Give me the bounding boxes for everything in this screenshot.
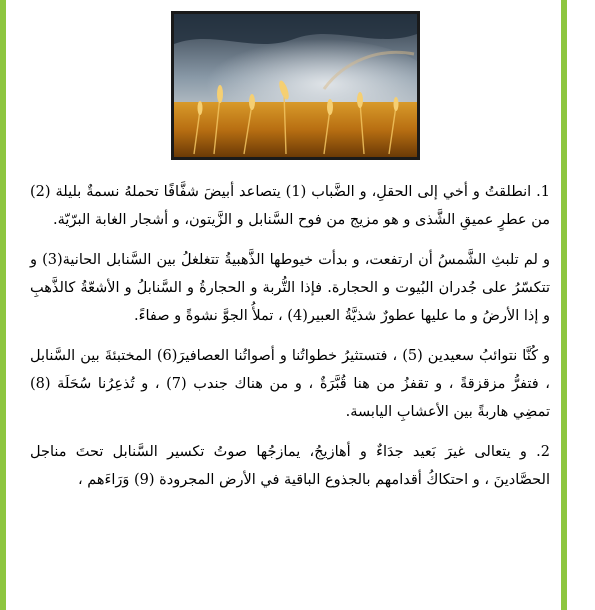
right-page-border xyxy=(561,0,567,610)
paragraph-4: 2. و يتعالى غيرَ بَعيد جدَاءٌ و أهازيجُ، يمازجُها صوتُ تكسير السَّنابل تحتَ مناجل الحصَّادينَ ، و احتكاكُ أقدامهم بالجذوع الباقية في الأرض المجرودة (9) وَرَاءَهم ، xyxy=(30,444,550,488)
paragraph-3: و كُنَّا نتوائبُ سعيدين (5) ، فتستثيرُ خطواتُنا و أصواتُنا العصافيرَ(6) المختبئةَ بين السَّنابل ، فتفرُّ مزقزقةً ، و تقفزُ من هنا قُبَّرَةٌ ، و من هناك جندب (7) ، و تُذعِرُنا سُحَلَة (8) تمضِي هاربةً بين الأعشابِ اليابسة. xyxy=(30,348,550,420)
text-body xyxy=(30,178,550,506)
wheat-field-photo xyxy=(171,11,420,160)
paragraph-2: و لم تلبثِ الشَّمسُ أن ارتفعت، و بدأت خيوطها الذَّهبيةُ تتغلغلُ بين السَّنابل الحانية(3) و تتكسّرُ على جُدران البُيوت و الحجارة. فإذا التُّربة و الحجارةُ و السَّنابلُ و الأشعّةُ كالذَّهبِ و إذا الأرضُ و ما عليها عطورٌ شذيَّةُ العبير(4) ، تملأُ الجوَّ نشوةً و صفاءً. xyxy=(30,252,550,324)
paragraph-1: 1. انطلقتُ و أخي إلى الحقلِ، و الضَّباب (1) يتصاعد أبيضَ شفَّافًا تحملهُ نسمةٌ بليلة (2) من عطرٍ عميقِ الشَّذى و هو مزيج من فوح السَّنابل و الزَّيتون، و أشجار الغابة البرّيّة. xyxy=(30,184,550,228)
wheat-field-sky-photo-icon xyxy=(174,14,417,157)
left-page-border xyxy=(0,0,6,610)
